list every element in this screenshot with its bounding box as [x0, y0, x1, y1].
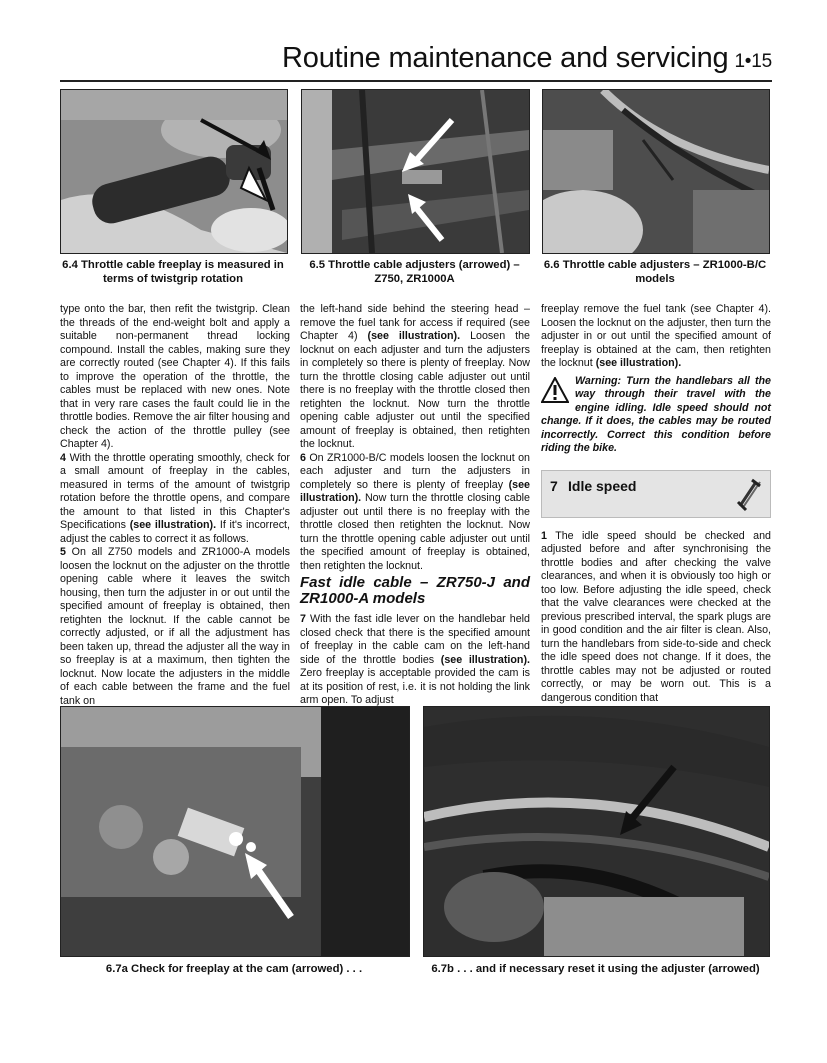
paragraph: type onto the bar, then refit the twistgrip. Clean the threads of the end-weight bolt and apply a suitable non-permanent thread locking compound. Install the cables, making sure they are correctly routed (see Chapter 4). If this fails to improve the operation of the throttle, the cables must be replaced with new ones. Note that in very rare cases the fault could lie in the throttle bodies. Remove the air filter housing and check the action of the throttle pulley (see Chapter 4).: [60, 303, 290, 450]
photo-6-5: [301, 89, 530, 254]
illustration-ref: (see illustration).: [129, 519, 217, 531]
subsection-heading: Fast idle cable – ZR750-J and ZR1000-A models: [300, 574, 530, 607]
difficulty-spanner-icon: [736, 476, 762, 512]
paragraph-text: Zero freeplay is acceptable provided the cam is at its position of rest, i.e. it is not holding the link arm open. To adjust: [300, 667, 530, 706]
paragraph: [541, 303, 771, 371]
illustration-ref: (see illustration).: [300, 478, 530, 504]
step-number: 6: [300, 451, 306, 464]
photo-6-7a: [60, 706, 410, 957]
illustration-ref: (see illustration).: [367, 330, 461, 342]
warning-text: Warning: Turn the handlebars all the way through their travel with the engine idling. Idle speed should not change. If it does, the cables may be routed incorrectly. Correct this condition before riding the bike.: [541, 374, 771, 454]
paragraph: [300, 452, 530, 574]
caption-6-4: 6.4 Throttle cable freeplay is measured in terms of twistgrip rotation: [62, 259, 284, 285]
paragraph: [541, 530, 771, 706]
text-column-1: [60, 303, 290, 708]
text-column-2: [300, 303, 530, 708]
step-number: 4: [60, 451, 66, 464]
photo-6-4: [60, 89, 288, 254]
caption-6-6: 6.6 Throttle cable adjusters – ZR1000-B/C models: [543, 259, 767, 285]
caption-6-5: 6.5 Throttle cable adjusters (arrowed) – Z750, ZR1000A: [309, 259, 520, 285]
warning-box: [541, 375, 771, 456]
paragraph-text: The idle speed should be checked and adjusted before and after synchronising the throttle bodies and after checking the valve clearances, and when it is obviously too high or too low. Before adjusting the idle speed, check that the valve clearances were checked at the previous prescribed interval, the spark plugs are in good condition and the air filter is clean. Also, turn the handlebars from side-to-side and check the idle speed does not change. If it does, the throttle cables may not be adjusted or routed correctly, or may be worn out. This is a dangerous condition that: [541, 529, 771, 704]
section-heading-box: [541, 470, 771, 518]
caption-6-7a: 6.7a Check for freeplay at the cam (arrowed) . . .: [105, 963, 363, 975]
paragraph-text: With the fast idle lever on the handlebar held closed check that there is the specified amount of freeplay in the cable cam on the left-hand side of the throttle bodies: [300, 613, 530, 666]
illustration-ref: (see illustration).: [440, 653, 530, 666]
photo-6-7b: [423, 706, 770, 957]
text-column-3: [541, 303, 771, 705]
paragraph-text: On ZR1000-B/C models loosen the locknut on each adjuster and turn the adjusters in completely so there is plenty of freeplay: [300, 451, 530, 491]
paragraph: [60, 452, 290, 547]
paragraph-text: Loosen the locknut on each adjuster and turn the adjusters in completely so there is plenty of freeplay. Now turn the throttle closing cable adjuster out until there is no freeplay with the throttle closed then retighten the locknut. Now turn the throttle opening cable adjuster out until the specified amount of freeplay is obtained, then retighten the locknut.: [300, 330, 530, 450]
caption-6-7b: 6.7b . . . and if necessary reset it using the adjuster (arrowed): [431, 963, 760, 975]
warning-triangle-icon: [541, 377, 569, 403]
paragraph: [60, 546, 290, 708]
page-title: [282, 42, 772, 75]
paragraph-text: On all Z750 models and ZR1000-A models loosen the locknut on the adjuster on the throttle opening cable where it leaves the switch housing, then turn the adjuster in or out until the specified amount of freeplay is obtained, then retighten the locknut. If the cable cannot be correctly adjusted, or if all the adjustment has been taken up, thread the adjuster all the way in so freeplay is at a maximum, then tighten the locknut. Now locate the adjusters in the middle of each cable between the frame and the fuel tank on: [60, 546, 290, 707]
paragraph: [300, 303, 530, 452]
paragraph-text: With the throttle operating smoothly, check for a small amount of freeplay in the cables, measured in terms of the amount of twistgrip rotation before the throttle opens, and compare the amount to that listed in this Chapter's Specifications: [60, 451, 290, 531]
step-number: 5: [60, 546, 66, 558]
section-number: 7: [550, 477, 558, 494]
paragraph-text: If it's incorrect, adjust the cables to correct it as follows.: [60, 519, 290, 545]
photo-6-6: [542, 89, 770, 254]
paragraph-text: Now turn the throttle closing cable adjuster out until there is no freeplay with the throttle closed then retighten the locknut. Now turn the throttle opening cable adjuster out until the specified amount of freeplay is obtained, then retighten the locknut.: [300, 492, 530, 572]
paragraph-text: freeplay remove the fuel tank (see Chapter 4). Loosen the locknut on the adjuster, then turn the adjuster in or out until the specified amount of freeplay is obtained at the cam, then retighten the locknut: [541, 303, 771, 369]
page-number: 1•15: [734, 51, 772, 72]
chapter-title: Routine maintenance and servicing: [282, 42, 729, 74]
step-number: 1: [541, 529, 547, 542]
page-header: [60, 40, 772, 82]
section-title: Idle speed: [568, 477, 637, 494]
paragraph-text: the left-hand side behind the steering head – remove the fuel tank for access if required (see Chapter 4): [300, 303, 530, 342]
paragraph: [300, 613, 530, 708]
step-number: 7: [300, 613, 306, 625]
illustration-ref: (see illustration).: [595, 357, 682, 369]
